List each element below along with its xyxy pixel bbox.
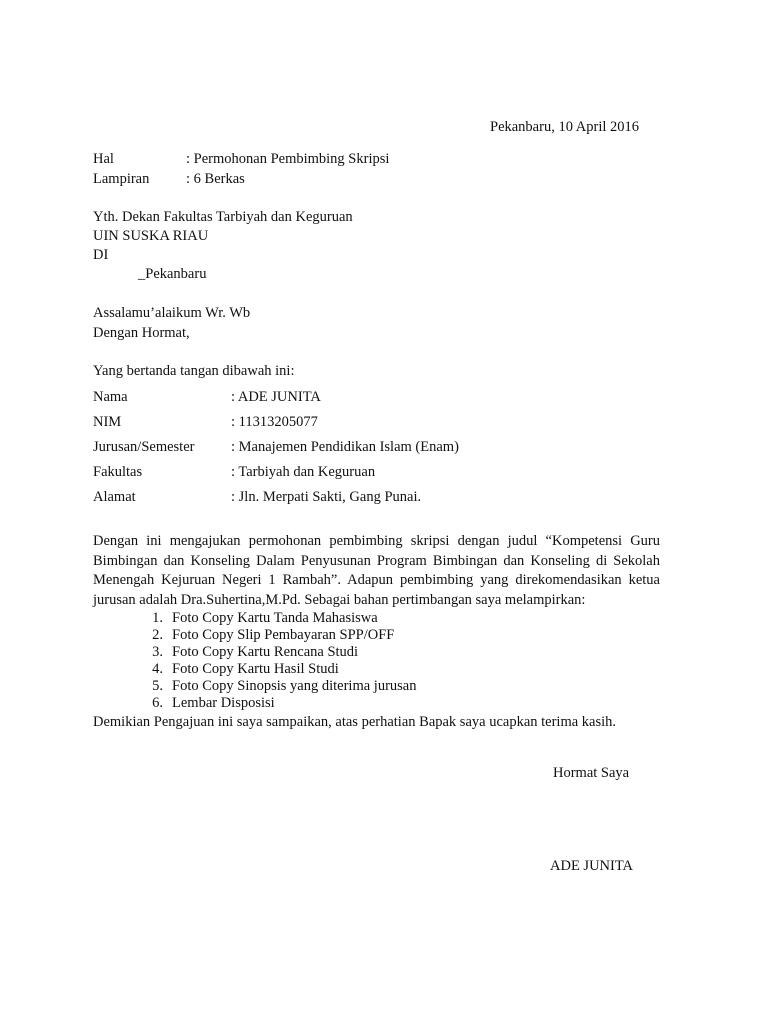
list-item xyxy=(93,610,416,627)
body-paragraph: Dengan ini mengajukan permohonan pembimbing skripsi dengan judul “Kompetensi Guru Bimbingan dan Konseling Dalam Penyusunan Program Bimbingan dan Konseling di Sekolah Menengah Kejuruan Negeri 1 Rambah”. Adapun pembimbing yang direkomendasikan ketua jurusan adalah Dra.Suhertina,M.Pd. Sebagai bahan pertimbangan saya melampirkan: xyxy=(93,533,660,608)
list-item-text: Foto Copy Kartu Rencana Studi xyxy=(172,644,359,660)
list-item-number: 6. xyxy=(152,695,163,711)
identity-value-nim: : 11313205077 xyxy=(231,414,318,430)
list-item-text: Lembar Disposisi xyxy=(172,695,275,711)
hal-value: : Permohonan Pembimbing Skripsi xyxy=(186,151,390,167)
list-item-text: Foto Copy Kartu Tanda Mahasiswa xyxy=(172,610,378,626)
identity-value-nama: : ADE JUNITA xyxy=(231,389,321,405)
list-item xyxy=(93,678,416,695)
list-item-number: 1. xyxy=(152,610,163,626)
list-item-number: 4. xyxy=(152,661,163,677)
list-item-number: 3. xyxy=(152,644,163,660)
identity-label-fakultas: Fakultas xyxy=(93,464,143,480)
identity-value-alamat: : Jln. Merpati Sakti, Gang Punai. xyxy=(231,489,422,505)
recipient-line-2: UIN SUSKA RIAU xyxy=(93,228,209,244)
greeting-hormat: Dengan Hormat, xyxy=(93,325,190,341)
list-item xyxy=(93,661,416,678)
recipient-line-3: DI xyxy=(93,247,109,263)
recipient-line-1: Yth. Dekan Fakultas Tarbiyah dan Keguruan xyxy=(93,209,353,225)
list-item-number: 5. xyxy=(152,678,163,694)
lampiran-label: Lampiran xyxy=(93,171,150,187)
closing-sentence: Demikian Pengajuan ini saya sampaikan, atas perhatian Bapak saya ucapkan terima kasih. xyxy=(93,714,617,730)
list-item-text: Foto Copy Slip Pembayaran SPP/OFF xyxy=(172,627,395,643)
signature-name: ADE JUNITA xyxy=(550,858,634,874)
identity-label-nama: Nama xyxy=(93,389,128,405)
list-item xyxy=(93,627,416,644)
recipient-line-4: _Pekanbaru xyxy=(138,266,207,282)
identity-intro: Yang bertanda tangan dibawah ini: xyxy=(93,363,295,379)
list-item-text: Foto Copy Kartu Hasil Studi xyxy=(172,661,339,677)
identity-value-jurusan: : Manajemen Pendidikan Islam (Enam) xyxy=(231,439,459,455)
letter-date: Pekanbaru, 10 April 2016 xyxy=(490,119,640,135)
identity-value-fakultas: : Tarbiyah dan Keguruan xyxy=(231,464,376,480)
attachment-list xyxy=(93,610,416,712)
list-item-number: 2. xyxy=(152,627,163,643)
signature-salutation: Hormat Saya xyxy=(553,765,630,781)
identity-label-alamat: Alamat xyxy=(93,489,136,505)
identity-label-jurusan: Jurusan/Semester xyxy=(93,439,195,455)
hal-label: Hal xyxy=(93,151,114,167)
identity-label-nim: NIM xyxy=(93,414,122,430)
lampiran-value: : 6 Berkas xyxy=(186,171,245,187)
list-item-text: Foto Copy Sinopsis yang diterima jurusan xyxy=(172,678,417,694)
list-item xyxy=(93,695,416,712)
list-item xyxy=(93,644,416,661)
greeting-salam: Assalamu’alaikum Wr. Wb xyxy=(93,305,251,321)
